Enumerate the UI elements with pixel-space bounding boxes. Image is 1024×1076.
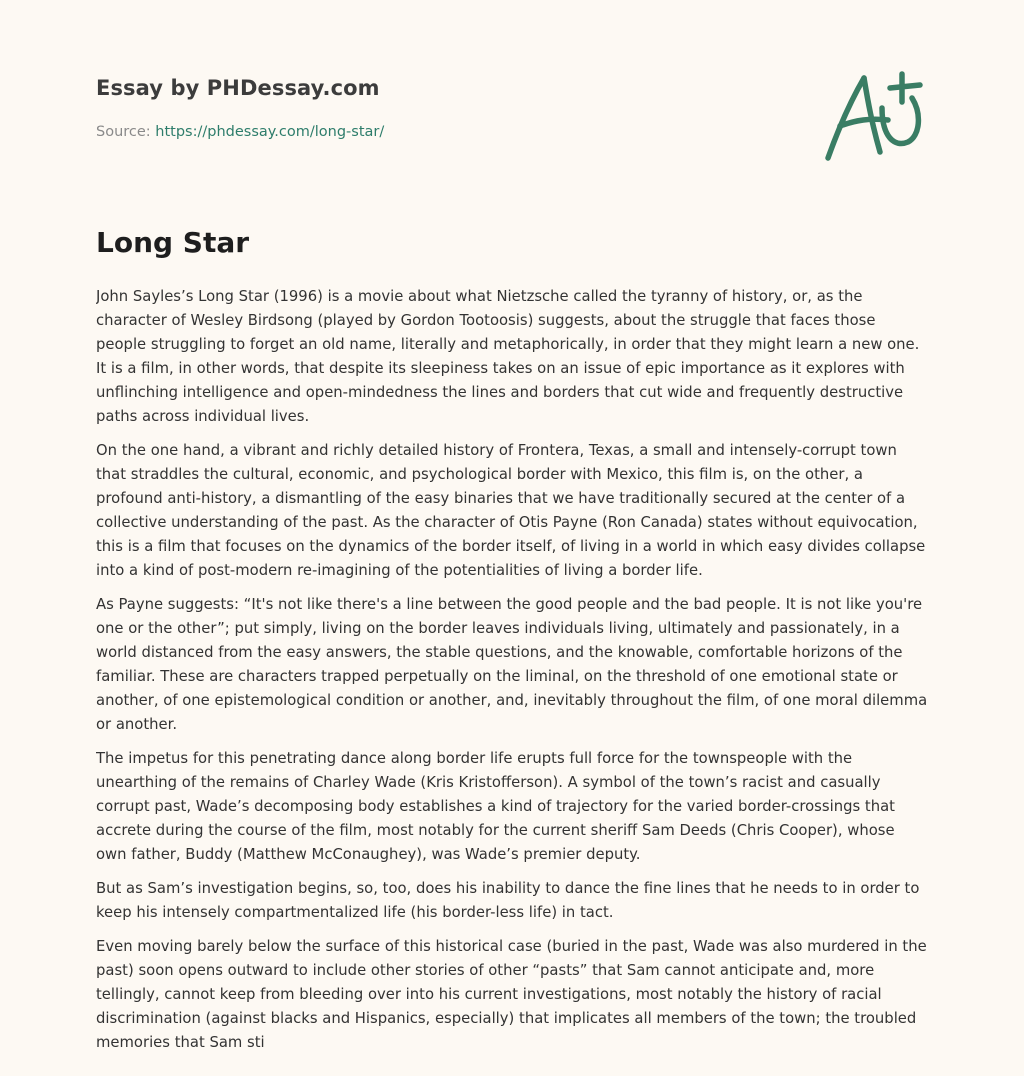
- essay-paragraph: As Payne suggests: “It's not like there's a line between the good people and the bad people. It is not like you're one or the other”; put simply, living on the border leaves individuals living, ultimately and passionately, in a world distanced from the easy answers, the stable questions, and the knowable, comfortable horizons of the familiar. These are characters trapped perpetually on the liminal, on the threshold of one emotional state or another, of one epistemological condition or another, and, inevitably throughout the film, of one moral dilemma or another.: [96, 596, 928, 733]
- source-line: [96, 124, 384, 140]
- source-link[interactable]: https://phdessay.com/long-star/: [155, 124, 385, 140]
- source-label: Source:: [96, 124, 151, 140]
- essay-paragraph: The impetus for this penetrating dance along border life erupts full force for the townspeople with the unearthing of the remains of Charley Wade (Kris Kristofferson). A symbol of the town’s racist and casually corrupt past, Wade’s decomposing body establishes a kind of trajectory for the varied border-crossings that accrete during the course of the film, most notably for the current sheriff Sam Deeds (Chris Cooper), whose own father, Buddy (Matthew McConaughey), was Wade’s premier deputy.: [96, 750, 895, 863]
- essay-page: [96, 0, 928, 1076]
- essay-title: Long Star: [96, 226, 250, 259]
- essay-paragraph: On the one hand, a vibrant and richly detailed history of Frontera, Texas, a small and intensely-corrupt town that straddles the cultural, economic, and psychological border with Mexico, this film is, on the other, a profound anti-history, a dismantling of the easy binaries that we have traditionally secured at the center of a collective understanding of the past. As the character of Otis Payne (Ron Canada) states without equivocation, this is a film that focuses on the dynamics of the border itself, of living in a world in which easy divides collapse into a kind of post-modern re-imagining of the potentialities of living a border life.: [96, 442, 926, 579]
- essay-body: [96, 285, 928, 1065]
- essay-paragraph: But as Sam’s investigation begins, so, too, does his inability to dance the fine lines that he needs to in order to keep his intensely compartmentalized life (his border-less life) in tact.: [96, 880, 920, 921]
- essay-paragraph: Even moving barely below the surface of this historical case (buried in the past, Wade was also murdered in the past) soon opens outward to include other stories of other “pasts” that Sam cannot anticipate and, more tellingly, cannot keep from bleeding over into his current investigations, most notably the history of racial discrimination (against blacks and Hispanics, especially) that implicates all members of the town; the troubled memories that Sam sti: [96, 938, 927, 1051]
- essay-paragraph: John Sayles’s Long Star (1996) is a movie about what Nietzsche called the tyranny of history, or, as the character of Wesley Birdsong (played by Gordon Tootoosis) suggests, about the struggle that faces those people struggling to forget an old name, literally and metaphorically, in order that they might learn a new one. It is a film, in other words, that despite its sleepiness takes on an issue of epic importance as it explores with unflinching intelligence and open-mindedness the lines and borders that cut wide and frequently destructive paths across individual lives.: [96, 288, 920, 425]
- a-plus-logo-icon: [822, 68, 928, 164]
- site-title: Essay by PHDessay.com: [96, 76, 380, 100]
